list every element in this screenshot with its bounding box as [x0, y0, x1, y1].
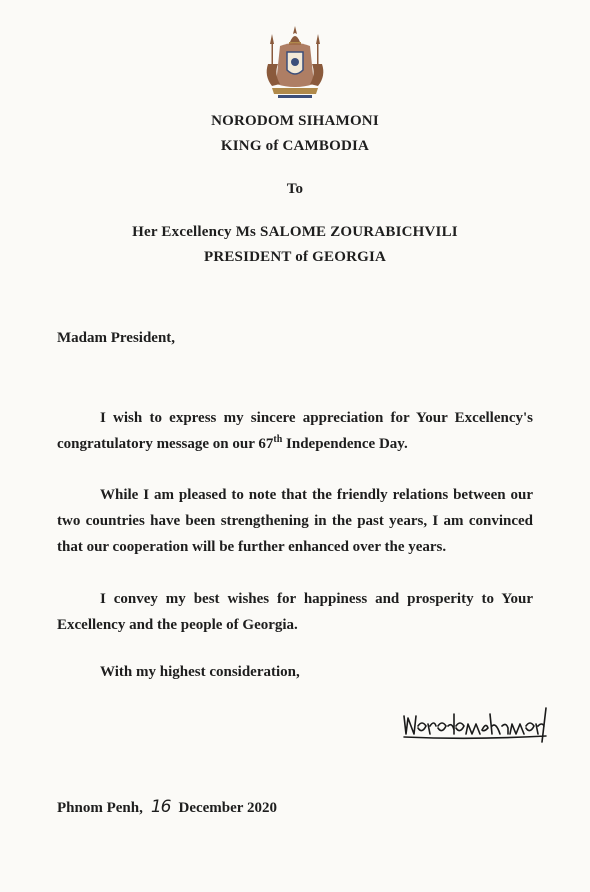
closing-line: With my highest consideration,: [100, 664, 300, 680]
recipient-name: Her Excellency Ms SALOME ZOURABICHVILI: [132, 224, 458, 240]
handwritten-signature: [402, 704, 550, 744]
paragraph-wishes: I convey my best wishes for happiness and prosperity to Your Excellency and the people of Georgia.: [57, 591, 533, 633]
to-label: To: [286, 181, 304, 197]
paragraph-relations: While I am pleased to note that the friendly relations between our two countries have been strengthening in the past years, I am convinced that our cooperation will be further enhanced over the years.: [57, 487, 533, 555]
sender-name: NORODOM SIHAMONI: [211, 113, 379, 129]
place: Phnom Penh,: [57, 800, 143, 816]
date-line: [57, 797, 277, 817]
royal-emblem-icon: [260, 24, 330, 102]
paragraph-appreciation-text: I wish to express my sincere appreciation for Your Excellency's congratulatory message on our 67: [57, 410, 533, 452]
ordinal-suffix: th: [273, 434, 283, 445]
paragraph-appreciation: [57, 405, 533, 457]
salutation: Madam President,: [57, 330, 176, 346]
sender-title: KING of CAMBODIA: [220, 138, 370, 154]
month-year: December 2020: [178, 800, 277, 816]
handwritten-day: 16: [150, 797, 171, 817]
recipient-title: PRESIDENT of GEORGIA: [203, 249, 387, 265]
paragraph-appreciation-end: Independence Day.: [282, 436, 408, 452]
